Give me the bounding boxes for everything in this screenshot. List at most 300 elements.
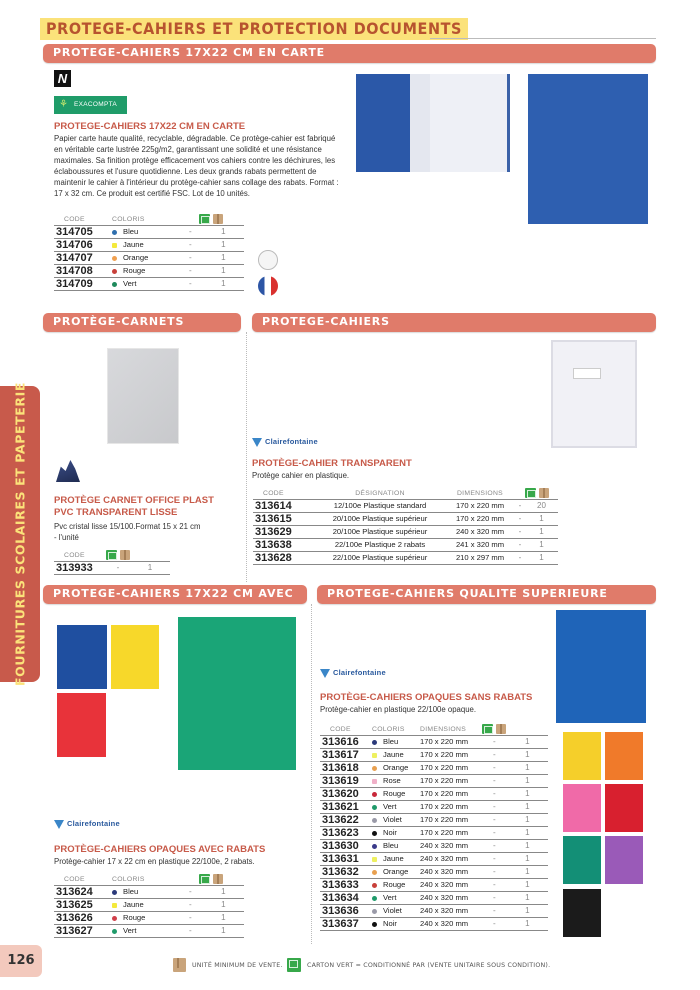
qty-cell: 1 bbox=[507, 905, 548, 918]
code-cell: 313619 bbox=[320, 775, 372, 788]
product-image-blue-cover-large bbox=[556, 610, 646, 723]
dim-cell: 210 x 297 mm bbox=[445, 552, 515, 565]
product-title: PROTÈGE-CAHIERS OPAQUES AVEC RABATS bbox=[54, 844, 266, 855]
code-cell: 313626 bbox=[54, 912, 112, 925]
brown-box-icon bbox=[539, 488, 549, 498]
product-description-line2: - l'unité bbox=[54, 533, 79, 542]
dim-cell: 170 x 220 mm bbox=[420, 749, 482, 762]
section-header-cahiers: PROTEGE-CAHIERS bbox=[252, 313, 656, 332]
reference-table bbox=[320, 724, 548, 931]
code-cell: 313624 bbox=[54, 886, 112, 899]
product-image-transparent-carnet bbox=[107, 348, 179, 444]
qty-cell: 1 bbox=[203, 886, 244, 899]
color-name: Violet bbox=[383, 906, 402, 915]
color-dot-icon bbox=[372, 753, 377, 758]
table-row bbox=[54, 912, 244, 925]
color-name: Rouge bbox=[123, 913, 146, 922]
qty-cell: 1 bbox=[507, 801, 548, 814]
green-carton-icon bbox=[482, 724, 493, 734]
product-description: Protège cahier en plastique. bbox=[252, 471, 350, 480]
dim-cell: 240 x 320 mm bbox=[420, 853, 482, 866]
color-dot-icon bbox=[372, 792, 377, 797]
qty-cell: 1 bbox=[507, 749, 548, 762]
green-carton-icon bbox=[525, 488, 536, 498]
pack-cell: - bbox=[482, 801, 507, 814]
section-header-qualite-superieure: PROTEGE-CAHIERS QUALITE SUPERIEURE bbox=[317, 585, 656, 604]
col-designation: DÉSIGNATION bbox=[355, 489, 405, 497]
color-name: Vert bbox=[123, 279, 137, 288]
pack-cell: - bbox=[178, 886, 203, 899]
legend-unit-text: UNITÉ MINIMUM DE VENTE. bbox=[192, 961, 283, 969]
col-pack-icons bbox=[178, 214, 244, 226]
table-row bbox=[320, 827, 548, 840]
color-cell bbox=[372, 905, 420, 918]
brand-name: Clairefontaine bbox=[67, 819, 120, 828]
eco-label-icon bbox=[258, 250, 278, 270]
pack-cell: - bbox=[178, 278, 203, 291]
section-header-avec-rabats: PROTEGE-CAHIERS 17X22 CM AVEC RABATS bbox=[43, 585, 307, 604]
color-name: Orange bbox=[383, 763, 409, 772]
product-image-open-cover-spine bbox=[410, 74, 430, 172]
pack-cell: - bbox=[482, 788, 507, 801]
code-cell: 313631 bbox=[320, 853, 372, 866]
clairefontaine-triangle-icon bbox=[320, 669, 330, 678]
reference-table bbox=[54, 214, 244, 291]
dim-cell: 170 x 220 mm bbox=[420, 814, 482, 827]
table-row bbox=[54, 925, 244, 938]
france-flag-icon bbox=[258, 276, 278, 296]
product-image-open-cover-left bbox=[356, 74, 410, 172]
color-dot-icon bbox=[112, 929, 117, 934]
office-plast-logo bbox=[56, 460, 80, 482]
code-cell: 313637 bbox=[320, 918, 372, 931]
table-row bbox=[320, 840, 548, 853]
col-code: CODE bbox=[330, 725, 351, 733]
pack-cell: - bbox=[482, 905, 507, 918]
table-row bbox=[253, 500, 558, 513]
qty-cell: 1 bbox=[525, 513, 558, 526]
dim-cell: 170 x 220 mm bbox=[420, 762, 482, 775]
clairefontaine-logo bbox=[54, 819, 120, 829]
code-cell: 313622 bbox=[320, 814, 372, 827]
pack-cell: - bbox=[178, 239, 203, 252]
col-pack-icons bbox=[515, 488, 558, 500]
table-row bbox=[54, 278, 244, 291]
product-image-red-cover bbox=[57, 693, 106, 757]
title-rule bbox=[430, 38, 656, 39]
code-cell: 313625 bbox=[54, 899, 112, 912]
brand-name: Clairefontaine bbox=[333, 668, 386, 677]
code-cell: 313615 bbox=[253, 513, 315, 526]
qty-cell: 1 bbox=[507, 918, 548, 931]
color-cell bbox=[112, 899, 178, 912]
code-cell: 313616 bbox=[320, 736, 372, 749]
color-dot-icon bbox=[372, 740, 377, 745]
color-dot-icon bbox=[372, 831, 377, 836]
color-name: Orange bbox=[123, 253, 149, 262]
product-description: Protège-cahier en plastique 22/100e opaque. bbox=[320, 705, 477, 714]
pack-cell: - bbox=[178, 925, 203, 938]
product-image-open-cover-page bbox=[430, 74, 510, 172]
table-row bbox=[320, 762, 548, 775]
qty-cell: 1 bbox=[203, 899, 244, 912]
dim-cell: 240 x 320 mm bbox=[420, 879, 482, 892]
table-row bbox=[54, 239, 244, 252]
code-cell: 313634 bbox=[320, 892, 372, 905]
pack-cell: - bbox=[178, 899, 203, 912]
code-cell: 313623 bbox=[320, 827, 372, 840]
clairefontaine-logo bbox=[320, 668, 386, 678]
pack-cell: - bbox=[515, 552, 525, 565]
table-row bbox=[320, 892, 548, 905]
pack-cell: - bbox=[482, 736, 507, 749]
col-dimensions: DIMENSIONS bbox=[420, 725, 467, 733]
product-image-transparent-cover bbox=[551, 340, 637, 448]
color-dot-icon bbox=[372, 779, 377, 784]
product-image-yellow-cover bbox=[111, 625, 159, 689]
side-category-tab bbox=[0, 382, 40, 686]
col-pack-icons bbox=[178, 874, 244, 886]
table-row bbox=[320, 853, 548, 866]
table-row bbox=[54, 252, 244, 265]
code-cell: 313636 bbox=[320, 905, 372, 918]
code-cell: 313933 bbox=[54, 562, 106, 575]
dim-cell: 240 x 320 mm bbox=[420, 905, 482, 918]
table-row bbox=[320, 801, 548, 814]
pack-cell: - bbox=[178, 265, 203, 278]
color-name: Jaune bbox=[383, 750, 404, 759]
color-name: Noir bbox=[383, 919, 397, 928]
designation-cell: 22/100e Plastique supérieur bbox=[315, 552, 445, 565]
code-cell: 313620 bbox=[320, 788, 372, 801]
clairefontaine-logo bbox=[252, 437, 318, 447]
table-row bbox=[320, 905, 548, 918]
product-title: PROTÈGE-CAHIER TRANSPARENT bbox=[252, 458, 412, 469]
table-row bbox=[253, 526, 558, 539]
color-name: Bleu bbox=[123, 227, 139, 236]
col-pack-icons bbox=[106, 550, 170, 562]
designation-cell: 20/100e Plastique supérieur bbox=[315, 526, 445, 539]
col-colors: COLORIS bbox=[372, 725, 405, 733]
table-row bbox=[320, 866, 548, 879]
code-cell: 313629 bbox=[253, 526, 315, 539]
qty-cell: 1 bbox=[525, 552, 558, 565]
qty-cell: 1 bbox=[507, 853, 548, 866]
color-name: Bleu bbox=[383, 737, 399, 746]
product-image-color-cover bbox=[605, 784, 643, 832]
pack-cell: - bbox=[106, 562, 130, 575]
color-cell bbox=[112, 265, 178, 278]
pack-cell: - bbox=[515, 526, 525, 539]
color-cell bbox=[372, 827, 420, 840]
product-image-color-cover bbox=[563, 889, 601, 937]
qty-cell: 1 bbox=[507, 814, 548, 827]
product-title: PROTÈGE-CAHIERS OPAQUES SANS RABATS bbox=[320, 692, 533, 703]
color-dot-icon bbox=[372, 870, 377, 875]
color-dot-icon bbox=[112, 256, 117, 261]
code-cell: 314706 bbox=[54, 239, 112, 252]
qty-cell: 1 bbox=[507, 866, 548, 879]
legend-carton bbox=[287, 958, 550, 972]
reference-table bbox=[253, 488, 558, 565]
color-cell bbox=[372, 775, 420, 788]
dim-cell: 170 x 220 mm bbox=[445, 500, 515, 513]
color-dot-icon bbox=[372, 922, 377, 927]
color-cell bbox=[372, 749, 420, 762]
color-cell bbox=[372, 788, 420, 801]
column-divider bbox=[311, 604, 312, 944]
color-dot-icon bbox=[112, 282, 117, 287]
code-cell: 313632 bbox=[320, 866, 372, 879]
color-name: Rouge bbox=[383, 880, 406, 889]
pack-cell: - bbox=[482, 827, 507, 840]
table-row bbox=[320, 918, 548, 931]
table-row bbox=[320, 775, 548, 788]
green-carton-icon bbox=[199, 874, 210, 884]
designation-cell: 12/100e Plastique standard bbox=[315, 500, 445, 513]
qty-cell: 1 bbox=[203, 252, 244, 265]
section-header-carte: PROTEGE-CAHIERS 17X22 CM EN CARTE bbox=[43, 44, 656, 63]
table-row bbox=[320, 814, 548, 827]
color-dot-icon bbox=[112, 243, 117, 248]
code-cell: 313621 bbox=[320, 801, 372, 814]
color-cell bbox=[372, 892, 420, 905]
qty-cell: 1 bbox=[507, 788, 548, 801]
table-row bbox=[320, 736, 548, 749]
col-pack-icons bbox=[482, 724, 548, 736]
color-name: Rouge bbox=[123, 266, 146, 275]
product-image-green-cover bbox=[178, 617, 296, 770]
qty-cell: 1 bbox=[507, 840, 548, 853]
dim-cell: 240 x 320 mm bbox=[420, 866, 482, 879]
color-name: Bleu bbox=[383, 841, 399, 850]
color-dot-icon bbox=[112, 269, 117, 274]
color-cell bbox=[112, 239, 178, 252]
code-cell: 313618 bbox=[320, 762, 372, 775]
qty-cell: 1 bbox=[525, 526, 558, 539]
color-dot-icon bbox=[372, 766, 377, 771]
pack-cell: - bbox=[515, 500, 525, 513]
page-title: PROTEGE-CAHIERS ET PROTECTION DOCUMENTS bbox=[40, 18, 468, 40]
table-row bbox=[54, 899, 244, 912]
color-dot-icon bbox=[372, 909, 377, 914]
table-row bbox=[54, 886, 244, 899]
dim-cell: 170 x 220 mm bbox=[420, 775, 482, 788]
color-name: Vert bbox=[123, 926, 137, 935]
pack-cell: - bbox=[515, 539, 525, 552]
color-name: Rouge bbox=[383, 789, 406, 798]
qty-cell: 20 bbox=[525, 500, 558, 513]
pack-cell: - bbox=[178, 912, 203, 925]
brown-box-icon bbox=[120, 550, 130, 560]
qty-cell: 1 bbox=[203, 912, 244, 925]
section-header-carnets: PROTÈGE-CARNETS bbox=[43, 313, 241, 332]
legend-carton-text: CARTON VERT = CONDITIONNÉ PAR (VENTE UNITAIRE SOUS CONDITION). bbox=[307, 961, 551, 969]
code-cell: 313638 bbox=[253, 539, 315, 552]
color-name: Vert bbox=[383, 893, 397, 902]
dim-cell: 241 x 320 mm bbox=[445, 539, 515, 552]
color-cell bbox=[372, 736, 420, 749]
dim-cell: 170 x 220 mm bbox=[420, 788, 482, 801]
col-colors: COLORIS bbox=[112, 215, 145, 223]
color-name: Orange bbox=[383, 867, 409, 876]
brown-box-icon bbox=[213, 874, 223, 884]
qty-cell: 1 bbox=[203, 239, 244, 252]
legend-unit bbox=[170, 958, 283, 972]
product-image-color-cover bbox=[605, 732, 643, 780]
green-carton-icon bbox=[287, 958, 301, 972]
table-row bbox=[320, 788, 548, 801]
color-name: Jaune bbox=[383, 854, 404, 863]
color-cell bbox=[112, 226, 178, 239]
code-cell: 313628 bbox=[253, 552, 315, 565]
color-dot-icon bbox=[372, 805, 377, 810]
color-dot-icon bbox=[372, 896, 377, 901]
code-cell: 314708 bbox=[54, 265, 112, 278]
col-code: CODE bbox=[263, 489, 284, 497]
color-cell bbox=[112, 886, 178, 899]
pack-cell: - bbox=[482, 814, 507, 827]
pack-cell: - bbox=[178, 252, 203, 265]
pack-cell: - bbox=[178, 226, 203, 239]
clairefontaine-triangle-icon bbox=[54, 820, 64, 829]
clairefontaine-triangle-icon bbox=[252, 438, 262, 447]
color-cell bbox=[372, 840, 420, 853]
color-dot-icon bbox=[372, 857, 377, 862]
qty-cell: 1 bbox=[507, 879, 548, 892]
dim-cell: 170 x 220 mm bbox=[420, 736, 482, 749]
color-name: Rose bbox=[383, 776, 401, 785]
dim-cell: 240 x 320 mm bbox=[445, 526, 515, 539]
color-cell bbox=[372, 918, 420, 931]
color-name: Violet bbox=[383, 815, 402, 824]
pack-cell: - bbox=[515, 513, 525, 526]
dim-cell: 170 x 220 mm bbox=[420, 801, 482, 814]
reference-table bbox=[54, 874, 244, 938]
color-name: Bleu bbox=[123, 887, 139, 896]
col-code: CODE bbox=[64, 551, 85, 559]
qty-cell: 1 bbox=[507, 762, 548, 775]
color-cell bbox=[372, 801, 420, 814]
code-cell: 313617 bbox=[320, 749, 372, 762]
color-cell bbox=[112, 925, 178, 938]
product-description: Protège-cahier 17 x 22 cm en plastique 22/100e, 2 rabats. bbox=[54, 857, 255, 866]
product-image-blue-cover bbox=[57, 625, 107, 689]
code-cell: 314705 bbox=[54, 226, 112, 239]
qty-cell: 1 bbox=[525, 539, 558, 552]
color-dot-icon bbox=[372, 883, 377, 888]
code-cell: 313627 bbox=[54, 925, 112, 938]
product-image-blue-cover bbox=[528, 74, 648, 224]
product-title-line2: PVC TRANSPARENT LISSE bbox=[54, 507, 178, 518]
dim-cell: 170 x 220 mm bbox=[420, 827, 482, 840]
pack-cell: - bbox=[482, 762, 507, 775]
code-cell: 313630 bbox=[320, 840, 372, 853]
product-description: Papier carte haute qualité, recyclable, dégradable. Ce protège-cahier est fabriqué en véritable carte lustrée 225g/m2, garantissant une solidité et une résistance maximales. Sa finition protège efficacement vos cahiers contre les déchirures, les éclaboussures et l'usure quotidienne. Les deux grands rabats permettent de maintenir le cahier à l'intérieur du protège-cahier sans collage des rabats. Format : 17 x 32 cm. Ce produit est certifié FSC. Lot de 10 unités. bbox=[54, 134, 339, 198]
column-divider bbox=[246, 332, 247, 582]
col-dimensions: DIMENSIONS bbox=[456, 489, 504, 497]
product-title: PROTEGE-CAHIERS 17X22 CM EN CARTE bbox=[54, 121, 246, 132]
qty-cell: 1 bbox=[203, 925, 244, 938]
side-tab-label: FOURNITURES SCOLAIRES ET PAPETERIE bbox=[12, 382, 28, 686]
dim-cell: 240 x 320 mm bbox=[420, 840, 482, 853]
color-cell bbox=[372, 853, 420, 866]
col-code: CODE bbox=[64, 215, 85, 223]
color-name: Jaune bbox=[123, 900, 144, 909]
qty-cell: 1 bbox=[507, 775, 548, 788]
brown-box-icon bbox=[213, 214, 223, 224]
color-cell bbox=[112, 278, 178, 291]
brown-box-icon bbox=[173, 958, 186, 972]
table-row bbox=[320, 749, 548, 762]
green-carton-icon bbox=[199, 214, 210, 224]
color-name: Vert bbox=[383, 802, 397, 811]
product-image-color-cover bbox=[563, 732, 601, 780]
product-image-color-cover bbox=[605, 836, 643, 884]
color-cell bbox=[372, 866, 420, 879]
qty-cell: 1 bbox=[507, 892, 548, 905]
brand-n-logo: N bbox=[54, 70, 71, 87]
qty-cell: 1 bbox=[203, 265, 244, 278]
pack-cell: - bbox=[482, 775, 507, 788]
color-cell bbox=[372, 762, 420, 775]
color-dot-icon bbox=[112, 916, 117, 921]
color-dot-icon bbox=[372, 818, 377, 823]
page-number: 126 bbox=[0, 945, 42, 977]
product-image-color-cover bbox=[563, 836, 601, 884]
pack-cell: - bbox=[482, 918, 507, 931]
color-cell bbox=[372, 879, 420, 892]
code-cell: 313633 bbox=[320, 879, 372, 892]
qty-cell: 1 bbox=[507, 827, 548, 840]
pack-cell: - bbox=[482, 879, 507, 892]
table-row bbox=[253, 552, 558, 565]
color-name: Noir bbox=[383, 828, 397, 837]
pack-cell: - bbox=[482, 866, 507, 879]
exacompta-logo: ⚘ EXACOMPTA bbox=[54, 96, 127, 114]
label-window bbox=[573, 368, 601, 379]
code-cell: 314709 bbox=[54, 278, 112, 291]
code-cell: 314707 bbox=[54, 252, 112, 265]
color-cell bbox=[112, 252, 178, 265]
color-cell bbox=[372, 814, 420, 827]
qty-cell: 1 bbox=[130, 562, 170, 575]
color-name: Jaune bbox=[123, 240, 144, 249]
table-row bbox=[54, 562, 170, 575]
col-colors: COLORIS bbox=[112, 875, 145, 883]
pack-cell: - bbox=[482, 749, 507, 762]
dim-cell: 170 x 220 mm bbox=[445, 513, 515, 526]
dim-cell: 240 x 320 mm bbox=[420, 892, 482, 905]
dim-cell: 240 x 320 mm bbox=[420, 918, 482, 931]
designation-cell: 22/100e Plastique 2 rabats bbox=[315, 539, 445, 552]
table-row bbox=[54, 226, 244, 239]
table-row bbox=[253, 539, 558, 552]
designation-cell: 20/100e Plastique supérieur bbox=[315, 513, 445, 526]
color-cell bbox=[112, 912, 178, 925]
col-code: CODE bbox=[64, 875, 85, 883]
pack-cell: - bbox=[482, 840, 507, 853]
green-carton-icon bbox=[106, 550, 117, 560]
brown-box-icon bbox=[496, 724, 506, 734]
color-dot-icon bbox=[372, 844, 377, 849]
product-description: Pvc cristal lisse 15/100.Format 15 x 21 cm bbox=[54, 522, 201, 531]
table-row bbox=[253, 513, 558, 526]
reference-table bbox=[54, 550, 170, 575]
color-dot-icon bbox=[112, 903, 117, 908]
product-image-color-cover bbox=[563, 784, 601, 832]
qty-cell: 1 bbox=[203, 278, 244, 291]
